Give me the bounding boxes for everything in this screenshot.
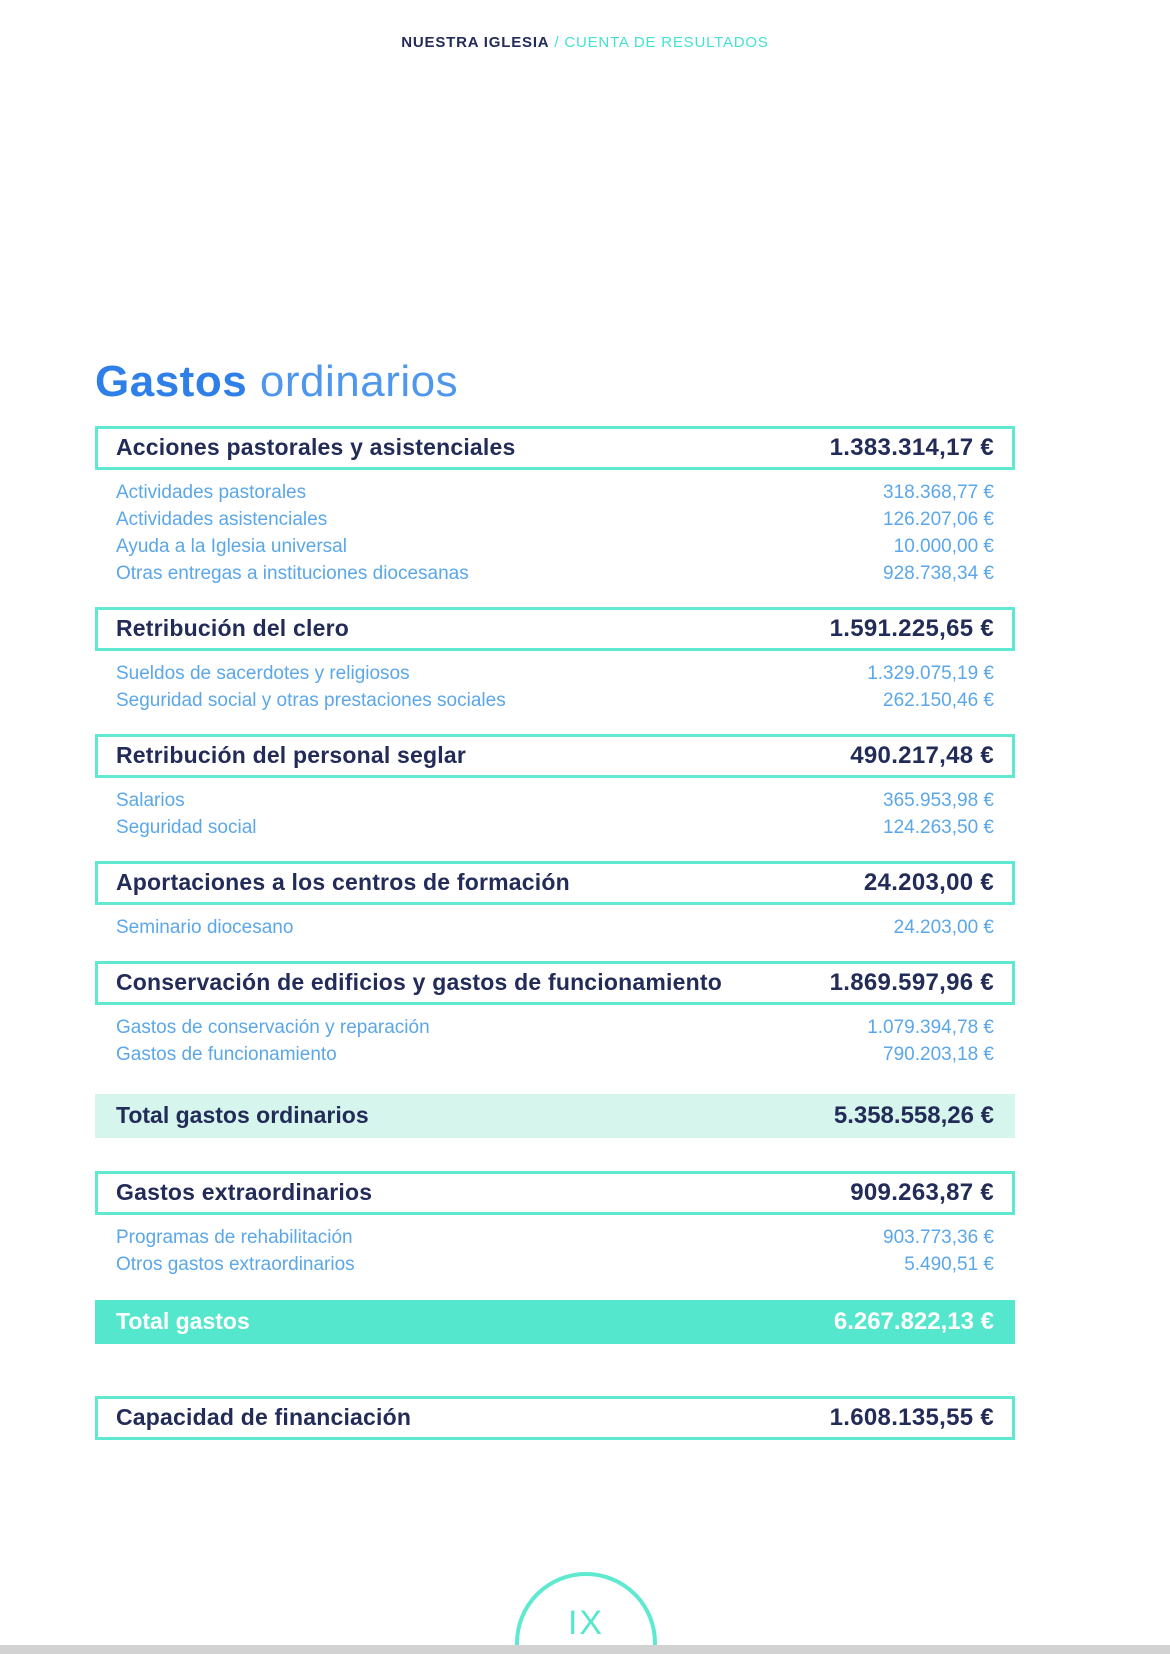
line-item-amount: 928.738,34 € xyxy=(883,562,994,584)
line-item xyxy=(116,1041,994,1068)
line-item xyxy=(116,506,994,533)
page-title xyxy=(95,357,1170,408)
line-item-label: Seguridad social xyxy=(116,816,257,838)
line-item-label: Sueldos de sacerdotes y religiosos xyxy=(116,662,410,684)
line-item-list xyxy=(95,651,1015,714)
line-item-label: Gastos de funcionamiento xyxy=(116,1043,337,1065)
section-header xyxy=(95,734,1015,778)
line-item xyxy=(116,787,994,814)
section-heading-label: Gastos extraordinarios xyxy=(116,1179,373,1206)
section-retribucion-personal xyxy=(95,734,1015,841)
section-heading-label: Acciones pastorales y asistenciales xyxy=(116,434,516,461)
section-gastos-extraordinarios xyxy=(95,1171,1015,1278)
section-amount: 24.203,00 € xyxy=(863,868,994,896)
title-emphasis: Gastos xyxy=(95,357,248,406)
section-heading-label: Retribución del personal seglar xyxy=(116,742,467,769)
line-item-list xyxy=(95,1215,1015,1278)
section-header xyxy=(95,607,1015,651)
breadcrumb-separator: / xyxy=(549,34,565,51)
line-item-list xyxy=(95,1005,1015,1068)
section-heading-label: Retribución del clero xyxy=(116,615,349,642)
section-amount: 1.591.225,65 € xyxy=(829,614,994,642)
capacidad-label: Capacidad de financiación xyxy=(116,1404,412,1431)
line-item-label: Seguridad social y otras prestaciones sociales xyxy=(116,689,506,711)
line-item-list xyxy=(95,905,1015,941)
line-item-amount: 318.368,77 € xyxy=(883,481,994,503)
title-rest: ordinarios xyxy=(247,357,459,406)
section-header xyxy=(95,861,1015,905)
section-heading-label: Aportaciones a los centros de formación xyxy=(116,869,570,896)
line-item xyxy=(116,814,994,841)
section-header xyxy=(95,426,1015,470)
line-item xyxy=(116,687,994,714)
line-item xyxy=(116,1224,994,1251)
line-item-label: Salarios xyxy=(116,789,185,811)
line-item-amount: 365.953,98 € xyxy=(883,789,994,811)
line-item-list xyxy=(95,778,1015,841)
section-retribucion-clero xyxy=(95,607,1015,714)
line-item-amount: 24.203,00 € xyxy=(893,916,994,938)
capacidad-amount: 1.608.135,55 € xyxy=(829,1403,994,1431)
breadcrumb-brand: NUESTRA IGLESIA xyxy=(401,34,550,51)
line-item-amount: 1.329.075,19 € xyxy=(867,662,994,684)
line-item-label: Gastos de conservación y reparación xyxy=(116,1016,430,1038)
line-item xyxy=(116,1014,994,1041)
line-item-label: Ayuda a la Iglesia universal xyxy=(116,535,347,557)
total-ordinarios-label: Total gastos ordinarios xyxy=(116,1102,369,1129)
line-item-label: Actividades pastorales xyxy=(116,481,307,503)
line-item-amount: 1.079.394,78 € xyxy=(867,1016,994,1038)
section-aportaciones-formacion xyxy=(95,861,1015,941)
total-ordinarios-bar xyxy=(95,1094,1015,1138)
line-item-amount: 903.773,36 € xyxy=(883,1226,994,1248)
section-conservacion-edificios xyxy=(95,961,1015,1068)
line-item-label: Actividades asistenciales xyxy=(116,508,328,530)
line-item-label: Seminario diocesano xyxy=(116,916,294,938)
line-item-amount: 5.490,51 € xyxy=(904,1253,994,1275)
total-gastos-label: Total gastos xyxy=(116,1308,250,1335)
total-ordinarios-amount: 5.358.558,26 € xyxy=(833,1101,994,1129)
total-gastos-amount: 6.267.822,13 € xyxy=(833,1307,994,1335)
page-number: IX xyxy=(567,1604,605,1642)
line-item xyxy=(116,1251,994,1278)
section-header xyxy=(95,1171,1015,1215)
line-item xyxy=(116,660,994,687)
section-amount: 1.383.314,17 € xyxy=(829,433,994,461)
line-item-amount: 126.207,06 € xyxy=(883,508,994,530)
line-item-amount: 124.263,50 € xyxy=(883,816,994,838)
section-heading-label: Conservación de edificios y gastos de funcionamiento xyxy=(116,969,722,996)
line-item xyxy=(116,914,994,941)
line-item-label: Otras entregas a instituciones diocesanas xyxy=(116,562,469,584)
section-header xyxy=(95,961,1015,1005)
line-item-label: Otros gastos extraordinarios xyxy=(116,1253,355,1275)
capacidad-financiacion-box xyxy=(95,1396,1015,1440)
section-amount: 490.217,48 € xyxy=(850,741,994,769)
breadcrumb xyxy=(0,0,1170,51)
line-item-amount: 790.203,18 € xyxy=(883,1043,994,1065)
expenses-table xyxy=(95,426,1015,1440)
page-bottom-edge xyxy=(0,1645,1170,1654)
line-item-amount: 10.000,00 € xyxy=(893,535,994,557)
line-item xyxy=(116,533,994,560)
section-acciones-pastorales xyxy=(95,426,1015,587)
line-item xyxy=(116,560,994,587)
page-number-badge xyxy=(515,1572,657,1654)
line-item-list xyxy=(95,470,1015,587)
total-gastos-bar xyxy=(95,1300,1015,1344)
line-item xyxy=(116,479,994,506)
section-amount: 909.263,87 € xyxy=(850,1178,994,1206)
section-amount: 1.869.597,96 € xyxy=(829,968,994,996)
breadcrumb-section: CUENTA DE RESULTADOS xyxy=(564,34,769,51)
line-item-label: Programas de rehabilitación xyxy=(116,1226,353,1248)
line-item-amount: 262.150,46 € xyxy=(883,689,994,711)
